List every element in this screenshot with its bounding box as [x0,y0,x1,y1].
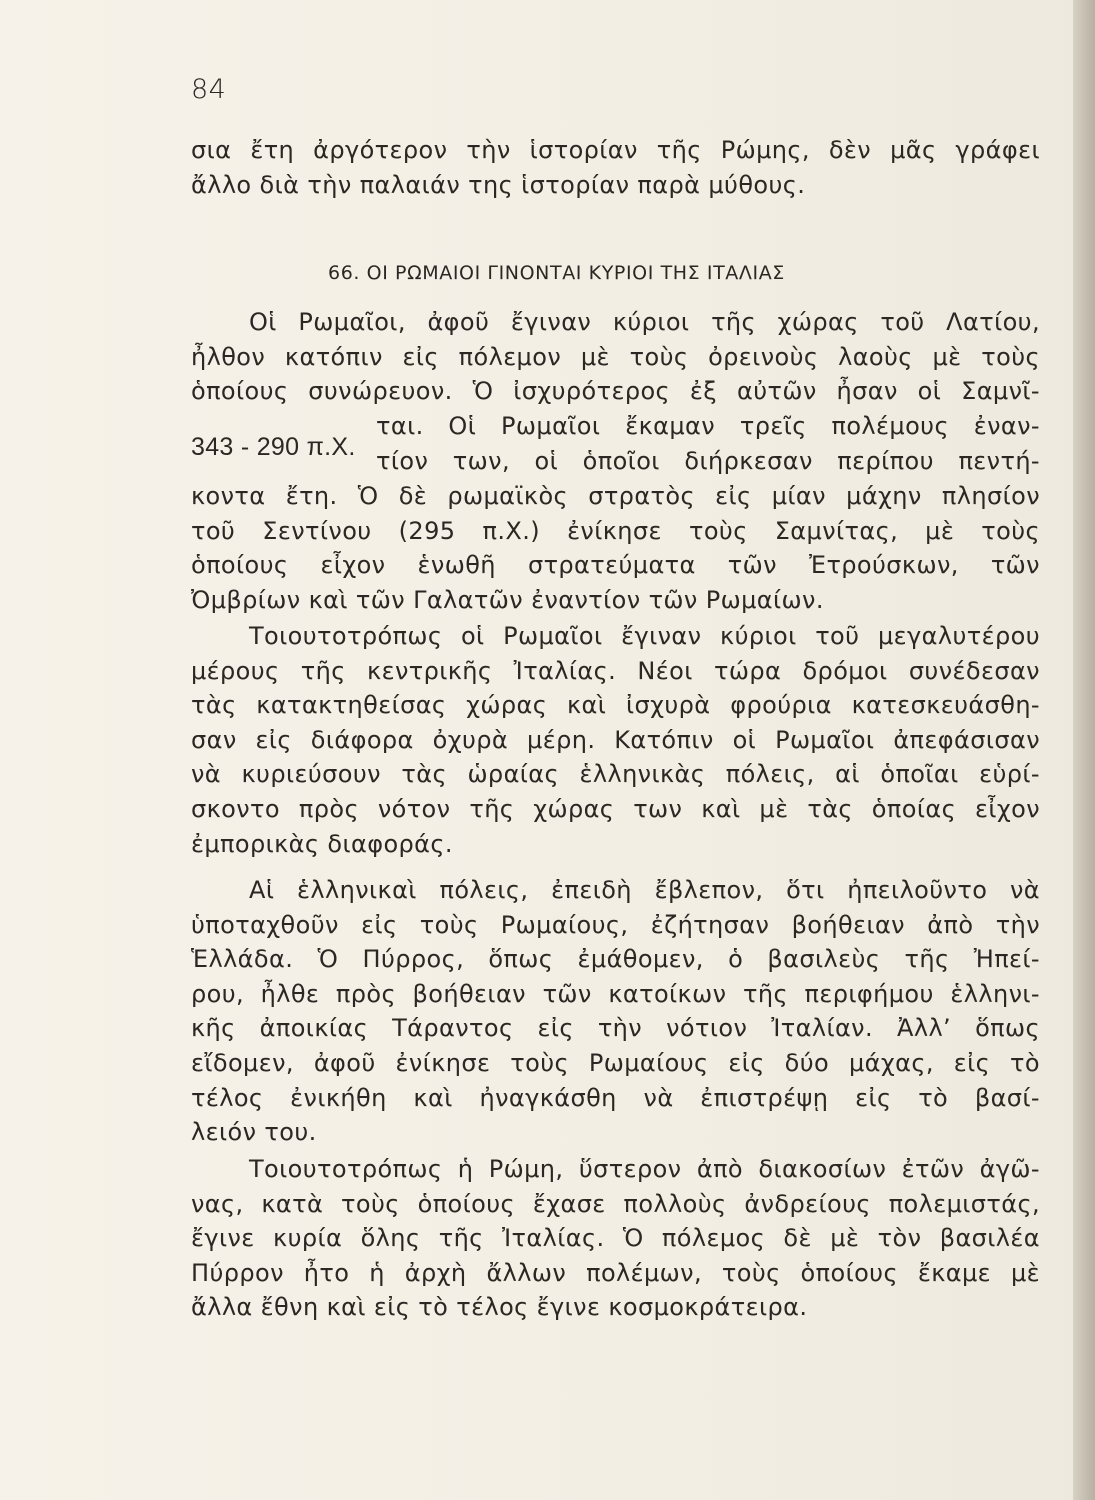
side-note-dates: 343 - 290 π.Χ. [191,433,356,461]
text-line: ἄλλα ἔθνη καὶ εἰς τὸ τέλος ἔγινε κοσμοκράτειρα. [191,1293,808,1322]
text-line: Ἑλλάδα. Ὁ Πύρρος, ὅπως ἐμάθομεν, ὁ βασιλεὺς τῆς Ἠπεί- [191,945,1040,974]
text-line: ἦλθον κατόπιν εἰς πόλεμον μὲ τοὺς ὀρεινοὺς λαοὺς μὲ τοὺς [191,342,1040,371]
text-line: ἐμπορικὰς διαφοράς. [191,829,453,858]
intro-text [191,133,1040,202]
paragraph-3 [191,873,1040,1150]
text-line: Τοιουτοτρόπως ἡ Ρώμη, ὕστερον ἀπὸ διακοσίων ἐτῶν ἀγῶ- [249,1155,1040,1183]
page-number: 84 [191,74,227,105]
text-line: κῆς ἀποικίας Τάραντος εἰς τὴν νότιον Ἰταλίαν. Ἀλλ’ ὅπως [191,1014,1040,1043]
text-line: σια ἔτη ἀργότερον τὴν ἱστορίαν τῆς Ρώμης, δὲν μᾶς γράφει [191,136,1040,164]
text-line: Αἱ ἑλληνικαὶ πόλεις, ἐπειδὴ ἔβλεπον, ὅτι ἠπειλοῦντο νὰ [249,876,1040,904]
text-line: ὁποίους εἶχον ἑνωθῆ στρατεύματα τῶν Ἐτρούσκων, τῶν [191,551,1040,580]
text-line: Πύρρον ἦτο ἡ ἀρχὴ ἄλλων πολέμων, τοὺς ὁποίους ἔκαμε μὲ [191,1258,1040,1287]
text-line: λειόν του. [191,1118,317,1147]
text-line: ἔγινε κυρία ὅλης τῆς Ἰταλίας. Ὁ πόλεμος δὲ μὲ τὸν βασιλέα [191,1224,1040,1253]
text-line: εἴδομεν, ἀφοῦ ἐνίκησε τοὺς Ρωμαίους εἰς δύο μάχας, εἰς τὸ [191,1048,1040,1077]
text-line: μέρους τῆς κεντρικῆς Ἰταλίας. Νέοι τώρα δρόμοι συνέδεσαν [191,656,1040,685]
text-line: ται. Οἱ Ρωμαῖοι ἔκαμαν τρεῖς πολέμους ἐναν- [376,412,1040,440]
text-line: ἄλλο διὰ τὴν παλαιάν της ἱστορίαν παρὰ μύθους. [191,170,806,199]
paragraph-1-side [376,409,1040,478]
side-note-area [191,409,1040,479]
section-heading: 66. ΟΙ ΡΩΜΑΙΟΙ ΓΙΝΟΝΤΑΙ ΚΥΡΙΟΙ ΤΗΣ ΙΤΑΛΙΑΣ [328,262,785,284]
text-line: Οἱ Ρωμαῖοι, ἀφοῦ ἔγιναν κύριοι τῆς χώρας τοῦ Λατίου, [249,308,1040,336]
text-line: τέλος ἐνικήθη καὶ ἠναγκάσθη νὰ ἐπιστρέψῃ εἰς τὸ βασί- [191,1083,1040,1112]
paragraph-2 [191,619,1040,861]
paragraph-4 [191,1152,1040,1325]
text-line: σκοντο πρὸς νότον τῆς χώρας των καὶ μὲ τὰς ὁποίας εἶχον [191,794,1040,823]
text-line: ρου, ἦλθε πρὸς βοήθειαν τῶν κατοίκων τῆς περιφήμου ἑλληνι- [191,979,1040,1008]
text-line: ὑποταχθοῦν εἰς τοὺς Ρωμαίους, ἐζήτησαν βοήθειαν ἀπὸ τὴν [191,910,1040,939]
text-line: ὁποίους συνώρευον. Ὁ ἰσχυρότερος ἐξ αὐτῶν ἦσαν οἱ Σαμνῖ- [191,377,1040,406]
page-edge [1073,0,1095,1500]
text-line: Ὀμβρίων καὶ τῶν Γαλατῶν ἐναντίον τῶν Ρωμαίων. [191,585,824,614]
text-line: τὰς κατακτηθείσας χώρας καὶ ἰσχυρὰ φρούρια κατεσκευάσθη- [191,691,1040,720]
text-line: Τοιουτοτρόπως οἱ Ρωμαῖοι ἔγιναν κύριοι τοῦ μεγαλυτέρου [249,622,1040,650]
text-line: σαν εἰς διάφορα ὀχυρὰ μέρη. Κατόπιν οἱ Ρωμαῖοι ἀπεφάσισαν [191,725,1040,754]
text-line: τίον των, οἱ ὁποῖοι διήρκεσαν περίπου πεντή- [376,446,1040,475]
paragraph-1-top [191,305,1040,409]
text-line: κοντα ἔτη. Ὁ δὲ ρωμαϊκὸς στρατὸς εἰς μίαν μάχην πλησίον [191,482,1040,510]
paragraph-1-bottom [191,479,1040,617]
text-line: νας, κατὰ τοὺς ὁποίους ἔχασε πολλοὺς ἀνδρείους πολεμιστάς, [191,1189,1040,1218]
text-line: νὰ κυριεύσουν τὰς ὡραίας ἑλληνικὰς πόλεις, αἱ ὁποῖαι εὑρί- [191,760,1040,789]
text-line: τοῦ Σεντίνου (295 π.Χ.) ἐνίκησε τοὺς Σαμνίτας, μὲ τοὺς [191,516,1040,545]
